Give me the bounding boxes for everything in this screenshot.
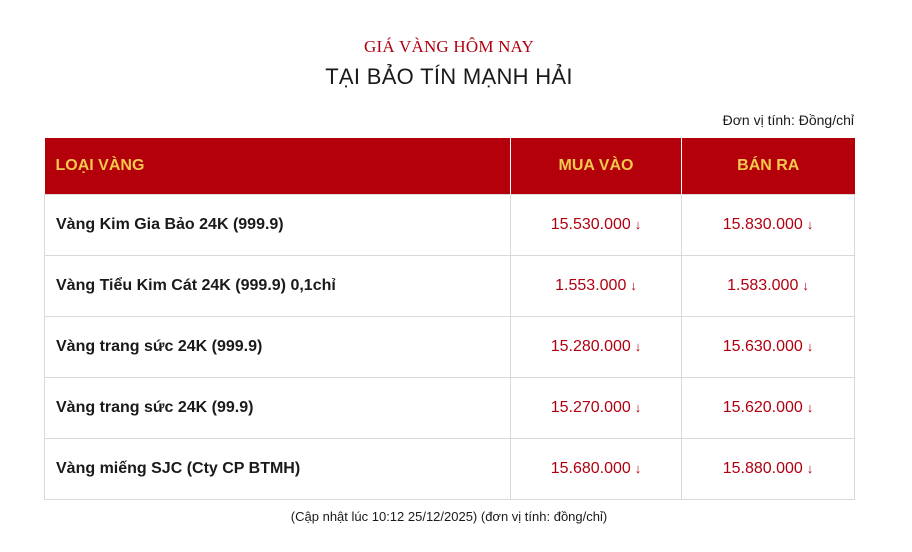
down-arrow-icon: ↓ bbox=[630, 278, 637, 293]
sell-price: 15.880.000 ↓ bbox=[682, 439, 855, 500]
page-title: TẠI BẢO TÍN MẠNH HẢI bbox=[325, 64, 573, 89]
buy-price: 15.280.000 ↓ bbox=[511, 317, 682, 378]
gold-type: Vàng miếng SJC (Cty CP BTMH) bbox=[45, 439, 511, 500]
down-arrow-icon: ↓ bbox=[634, 461, 642, 476]
column-header-type: LOẠI VÀNG bbox=[45, 138, 511, 195]
buy-price: 1.553.000 ↓ bbox=[511, 256, 682, 317]
unit-label: Đơn vị tính: Đồng/chỉ bbox=[722, 112, 854, 128]
down-arrow-icon: ↓ bbox=[806, 339, 814, 354]
table-row bbox=[45, 378, 855, 439]
sell-price: 15.830.000 ↓ bbox=[682, 195, 855, 256]
table-header-row bbox=[45, 138, 855, 195]
down-arrow-icon: ↓ bbox=[806, 461, 814, 476]
down-arrow-icon: ↓ bbox=[806, 400, 814, 415]
down-arrow-icon: ↓ bbox=[806, 217, 814, 232]
page-kicker: GIÁ VÀNG HÔM NAY bbox=[364, 37, 534, 56]
buy-price: 15.270.000 ↓ bbox=[511, 378, 682, 439]
sell-price: 15.620.000 ↓ bbox=[682, 378, 855, 439]
buy-price: 15.680.000 ↓ bbox=[511, 439, 682, 500]
down-arrow-icon: ↓ bbox=[634, 400, 642, 415]
down-arrow-icon: ↓ bbox=[802, 278, 809, 293]
gold-type: Vàng Tiểu Kim Cát 24K (999.9) 0,1chỉ bbox=[45, 256, 511, 317]
table-row bbox=[45, 256, 855, 317]
table-row bbox=[45, 439, 855, 500]
sell-price: 15.630.000 ↓ bbox=[682, 317, 855, 378]
gold-type: Vàng trang sức 24K (99.9) bbox=[45, 378, 511, 439]
down-arrow-icon: ↓ bbox=[634, 217, 642, 232]
column-header-sell: BÁN RA bbox=[682, 138, 855, 195]
buy-price: 15.530.000 ↓ bbox=[511, 195, 682, 256]
update-footnote: (Cập nhật lúc 10:12 25/12/2025) (đơn vị tính: đồng/chỉ) bbox=[290, 509, 608, 524]
down-arrow-icon: ↓ bbox=[634, 339, 642, 354]
table-row bbox=[45, 195, 855, 256]
gold-price-table bbox=[44, 138, 855, 500]
table-row bbox=[45, 317, 855, 378]
gold-type: Vàng trang sức 24K (999.9) bbox=[45, 317, 511, 378]
gold-type: Vàng Kim Gia Bảo 24K (999.9) bbox=[45, 195, 511, 256]
column-header-buy: MUA VÀO bbox=[511, 138, 682, 195]
sell-price: 1.583.000 ↓ bbox=[682, 256, 855, 317]
